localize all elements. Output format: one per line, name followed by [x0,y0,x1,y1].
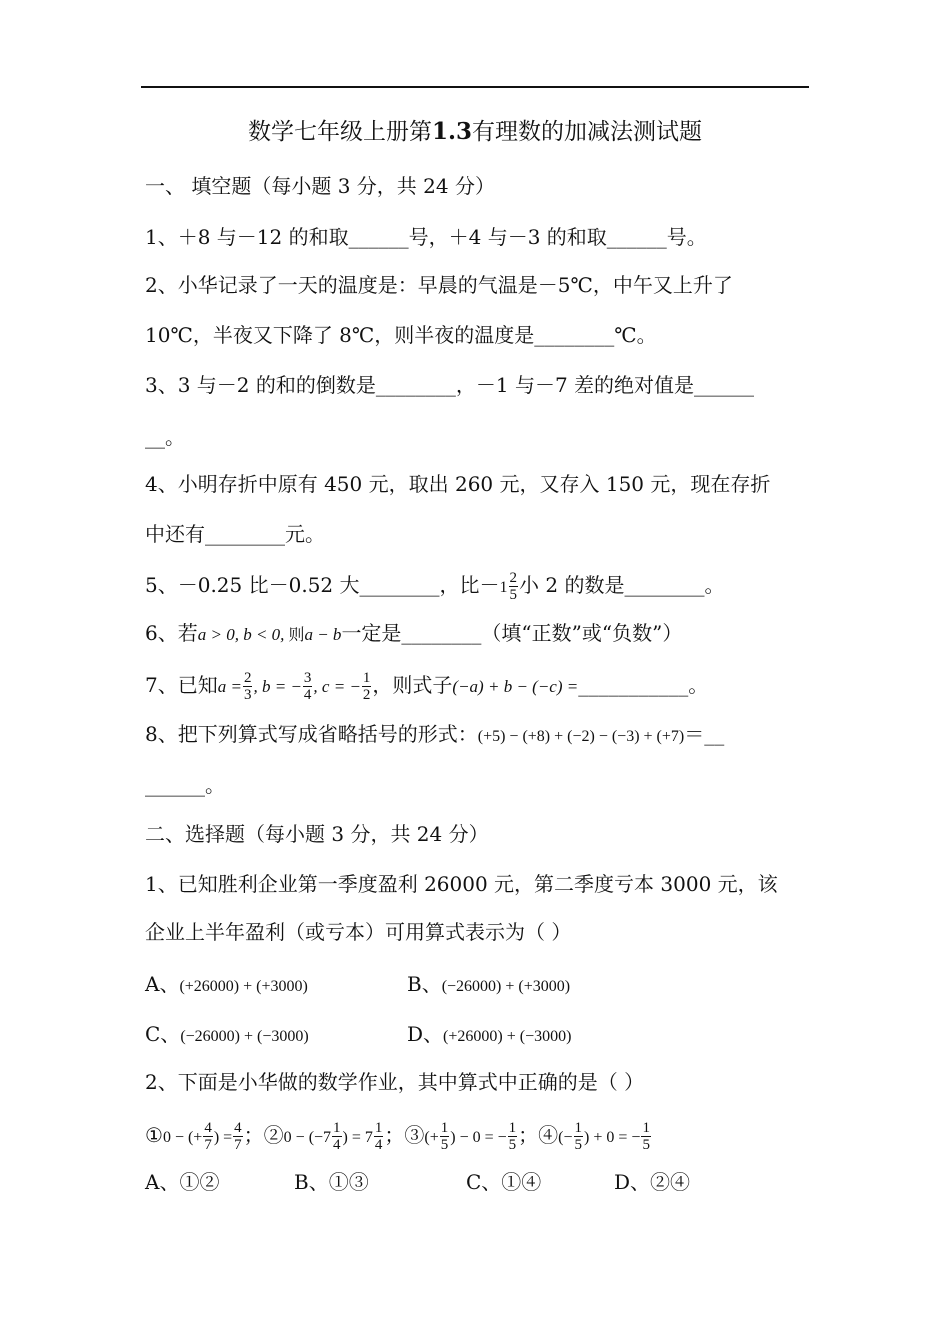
fraction: $\frac{4}{7}$ [234,1120,242,1153]
choice-1-option-c: C、(−26000) + (−3000) [145,1022,309,1046]
question-2-line1: 2、小华记录了一天的温度是：早晨的气温是－5℃，中午又上升了 [145,273,733,297]
choice-1-option-a: A、(+26000) + (+3000) [145,972,308,996]
choice-2-items: ①0 − (+ $\frac{4}{7}$ ) = $\frac{4}{7}$ ；②0 − (−7 $\frac{1}{4}$ ) = 7 $\frac{1}{4}$ ；③(+ $\frac{1}{5}$ ) − 0 = − $\frac{1}{5}$ ；④(− $\frac{1}{5}$ ) + 0 = − $\frac{1}{5}$ [145,1120,650,1153]
choice-1-line1: 1、已知胜利企业第一季度盈利 26000 元，第二季度亏本 3000 元，该 [145,872,778,896]
question-1: 1、＋8 与－12 的和取______号，＋4 与－3 的和取______号。 [145,225,707,249]
choice-2-option-d: D、②④ [614,1170,691,1194]
fraction: $\frac{1}{5}$ [508,1120,517,1153]
choice-2-option-c: C、①④ [466,1170,542,1194]
fraction: $\frac{1}{4}$ [333,1120,341,1153]
section1-heading: 一、 填空题（每小题 3 分，共 24 分） [145,174,495,198]
question-2-line2: 10℃，半夜又下降了 8℃，则半夜的温度是________℃。 [145,323,657,347]
choice-2-option-a: A、①② [145,1170,220,1194]
fraction: $\frac{4}{7}$ [204,1120,212,1153]
fraction: $\frac{2}{5}$ [509,570,518,603]
question-3-line1: 3、3 与－2 的和的倒数是________，－1 与－7 差的绝对值是______ [145,373,755,397]
question-4-line2: 中还有________元。 [145,522,325,546]
choice-1-line2: 企业上半年盈利（或亏本）可用算式表示为（ ） [145,920,572,944]
fraction: $\frac{1}{5}$ [574,1120,583,1153]
question-5: 5、－0.25 比－0.52 大________，比－1 $\frac{2}{5}$ 小 2 的数是________。 [145,570,725,603]
fraction: $\frac{1}{5}$ [440,1120,449,1153]
question-4-line1: 4、小明存折中原有 450 元，取出 260 元，又存入 150 元，现在存折 [145,472,771,496]
choice-1-option-d: D、(+26000) + (−3000) [407,1022,572,1046]
choice-1-option-b: B、(−26000) + (+3000) [407,972,571,996]
fraction: $\frac{2}{3}$ [243,670,252,703]
question-7: 7、已知a = $\frac{2}{3}$ , b = − $\frac{3}{4}$ , c = − $\frac{1}{2}$ ，则式子(−a) + b − (−c) =___________。 [145,670,709,703]
fraction: $\frac{1}{4}$ [374,1120,383,1153]
choice-2-option-b: B、①③ [294,1170,369,1194]
fraction: $\frac{3}{4}$ [303,670,312,703]
section2-heading: 二、选择题（每小题 3 分，共 24 分） [145,822,489,846]
page-title: 数学七年级上册第1.3有理数的加减法测试题 [247,118,702,145]
fraction: $\frac{1}{5}$ [642,1120,650,1153]
fraction: $\frac{1}{2}$ [362,670,371,703]
question-8-line1: 8、把下列算式写成省略括号的形式：(+5) − (+8) + (−2) − (−3) + (+7)＝__ [145,722,725,746]
choice-2: 2、下面是小华做的数学作业，其中算式中正确的是（ ） [145,1070,645,1094]
question-6: 6、若a > 0, b < 0, 则a − b一定是________（填“正数”或“负数”） [145,621,683,645]
question-3-line2: __。 [145,425,185,449]
header-rule [141,86,809,88]
question-8-line2: ______。 [145,773,225,797]
